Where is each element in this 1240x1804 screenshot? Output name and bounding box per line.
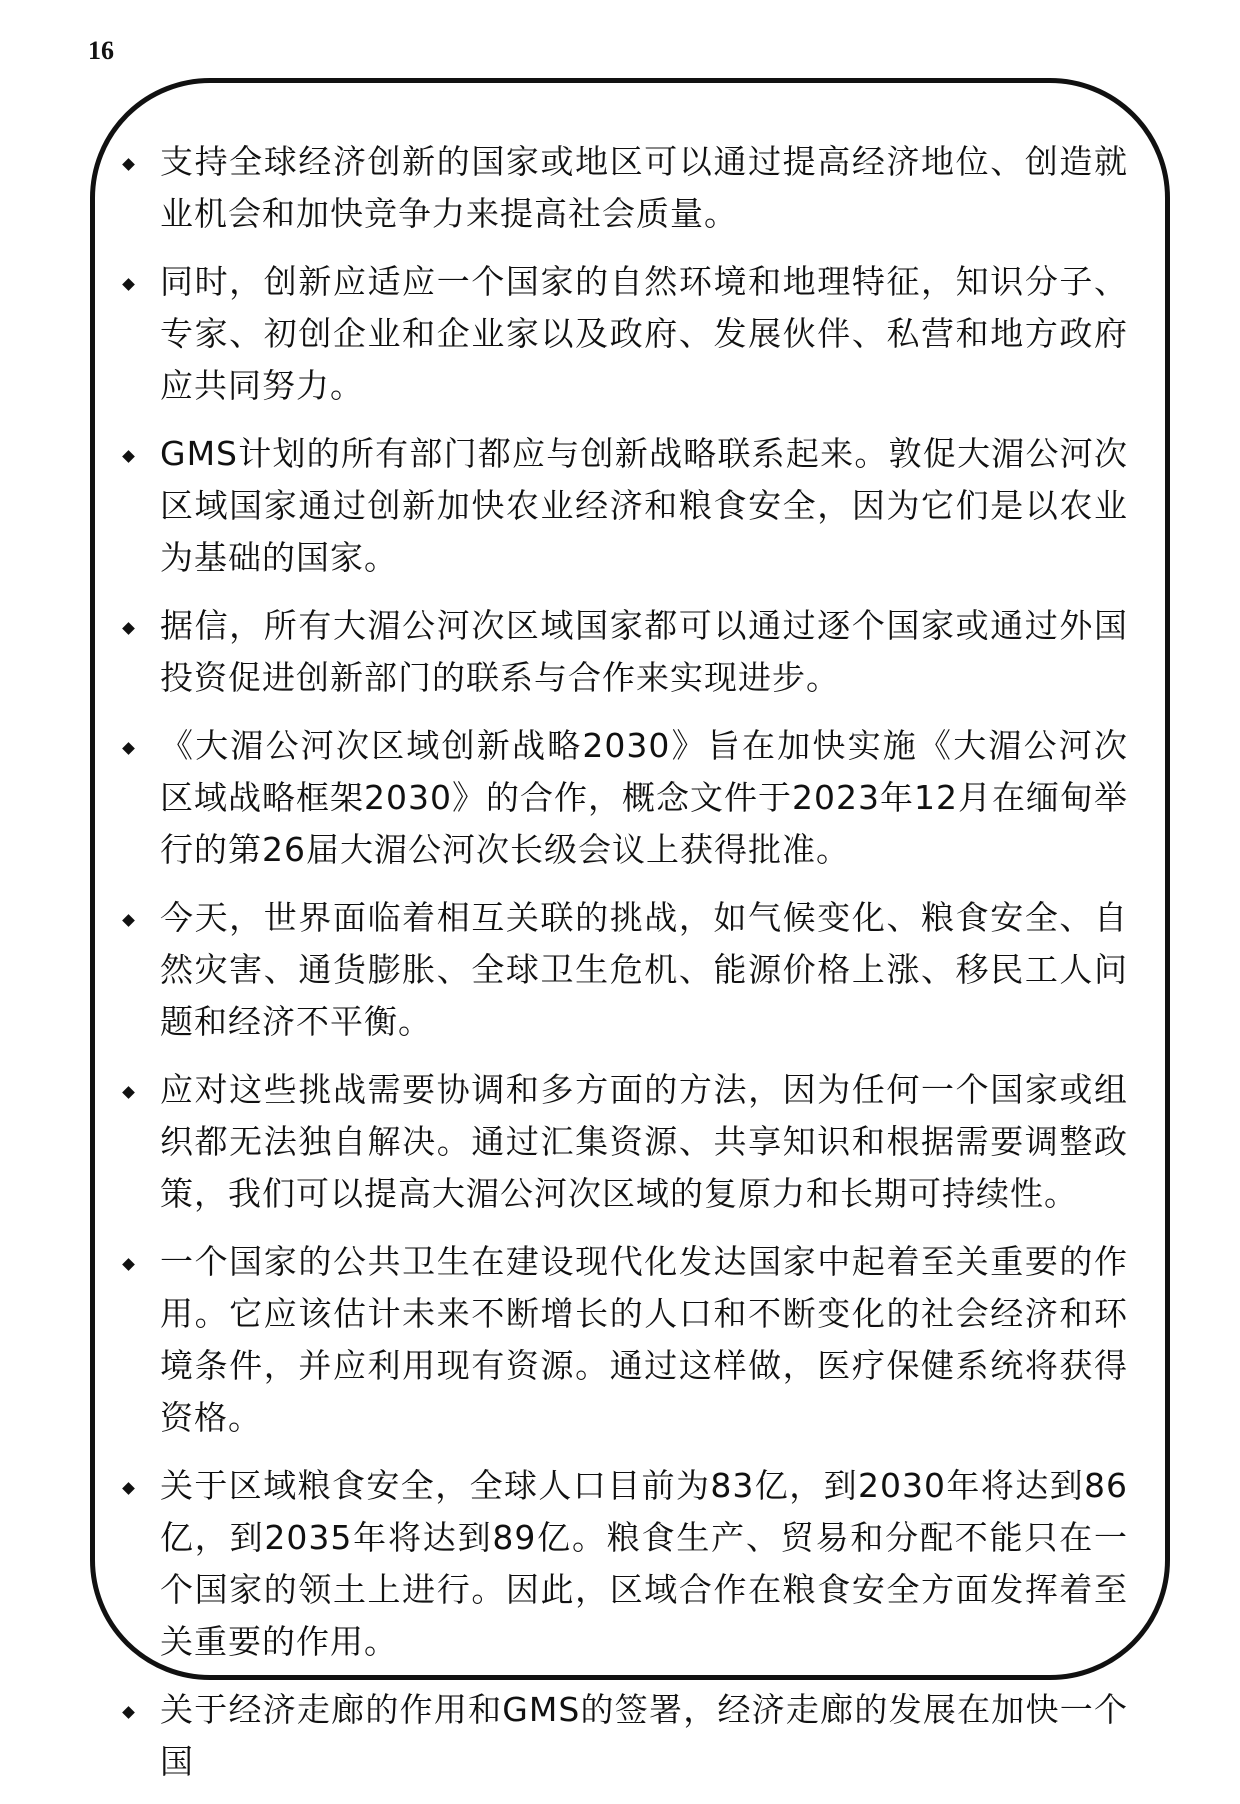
bullet-text: 关于区域粮食安全，全球人口目前为83亿，到2030年将达到86亿，到2035年将达到89亿。粮食生产、贸易和分配不能只在一个国家的领土上进行。因此，区域合作在粮食安全方面发挥着至关重要的作用。 <box>160 1466 1128 1661</box>
diamond-bullet-icon <box>122 742 135 755</box>
bullet-text: 支持全球经济创新的国家或地区可以通过提高经济地位、创造就业机会和加快竞争力来提高社会质量。 <box>160 142 1128 233</box>
bullet-item <box>118 1460 1128 1668</box>
bullet-list <box>118 136 1128 1804</box>
diamond-bullet-icon <box>122 1482 135 1495</box>
bullet-item <box>118 136 1128 240</box>
bullet-item <box>118 720 1128 876</box>
bullet-text: 今天，世界面临着相互关联的挑战，如气候变化、粮食安全、自然灾害、通货膨胀、全球卫生危机、能源价格上涨、移民工人问题和经济不平衡。 <box>160 898 1128 1041</box>
diamond-bullet-icon <box>122 1706 135 1719</box>
bullet-item <box>118 1684 1128 1788</box>
bullet-text: 据信，所有大湄公河次区域国家都可以通过逐个国家或通过外国投资促进创新部门的联系与合作来实现进步。 <box>160 606 1128 697</box>
diamond-bullet-icon <box>122 158 135 171</box>
bullet-item <box>118 600 1128 704</box>
diamond-bullet-icon <box>122 450 135 463</box>
bullet-item <box>118 892 1128 1048</box>
bullet-text: 关于经济走廊的作用和GMS的签署，经济走廊的发展在加快一个国 <box>160 1690 1128 1781</box>
diamond-bullet-icon <box>122 1258 135 1271</box>
bullet-item <box>118 256 1128 412</box>
diamond-bullet-icon <box>122 914 135 927</box>
bullet-text: 应对这些挑战需要协调和多方面的方法，因为任何一个国家或组织都无法独自解决。通过汇集资源、共享知识和根据需要调整政策，我们可以提高大湄公河次区域的复原力和长期可持续性。 <box>160 1070 1128 1213</box>
bullet-text: GMS计划的所有部门都应与创新战略联系起来。敦促大湄公河次区域国家通过创新加快农业经济和粮食安全，因为它们是以农业为基础的国家。 <box>160 434 1128 577</box>
bullet-item <box>118 428 1128 584</box>
page-number: 16 <box>88 36 114 65</box>
diamond-bullet-icon <box>122 278 135 291</box>
bullet-item <box>118 1064 1128 1220</box>
bullet-item <box>118 1236 1128 1444</box>
diamond-bullet-icon <box>122 1086 135 1099</box>
bullet-text: 一个国家的公共卫生在建设现代化发达国家中起着至关重要的作用。它应该估计未来不断增长的人口和不断变化的社会经济和环境条件，并应利用现有资源。通过这样做，医疗保健系统将获得资格。 <box>160 1242 1128 1437</box>
bullet-text: 同时，创新应适应一个国家的自然环境和地理特征，知识分子、专家、初创企业和企业家以及政府、发展伙伴、私营和地方政府应共同努力。 <box>160 262 1128 405</box>
bullet-text: 《大湄公河次区域创新战略2030》旨在加快实施《大湄公河次区域战略框架2030》的合作，概念文件于2023年12月在缅甸举行的第26届大湄公河次长级会议上获得批准。 <box>160 726 1128 869</box>
diamond-bullet-icon <box>122 622 135 635</box>
